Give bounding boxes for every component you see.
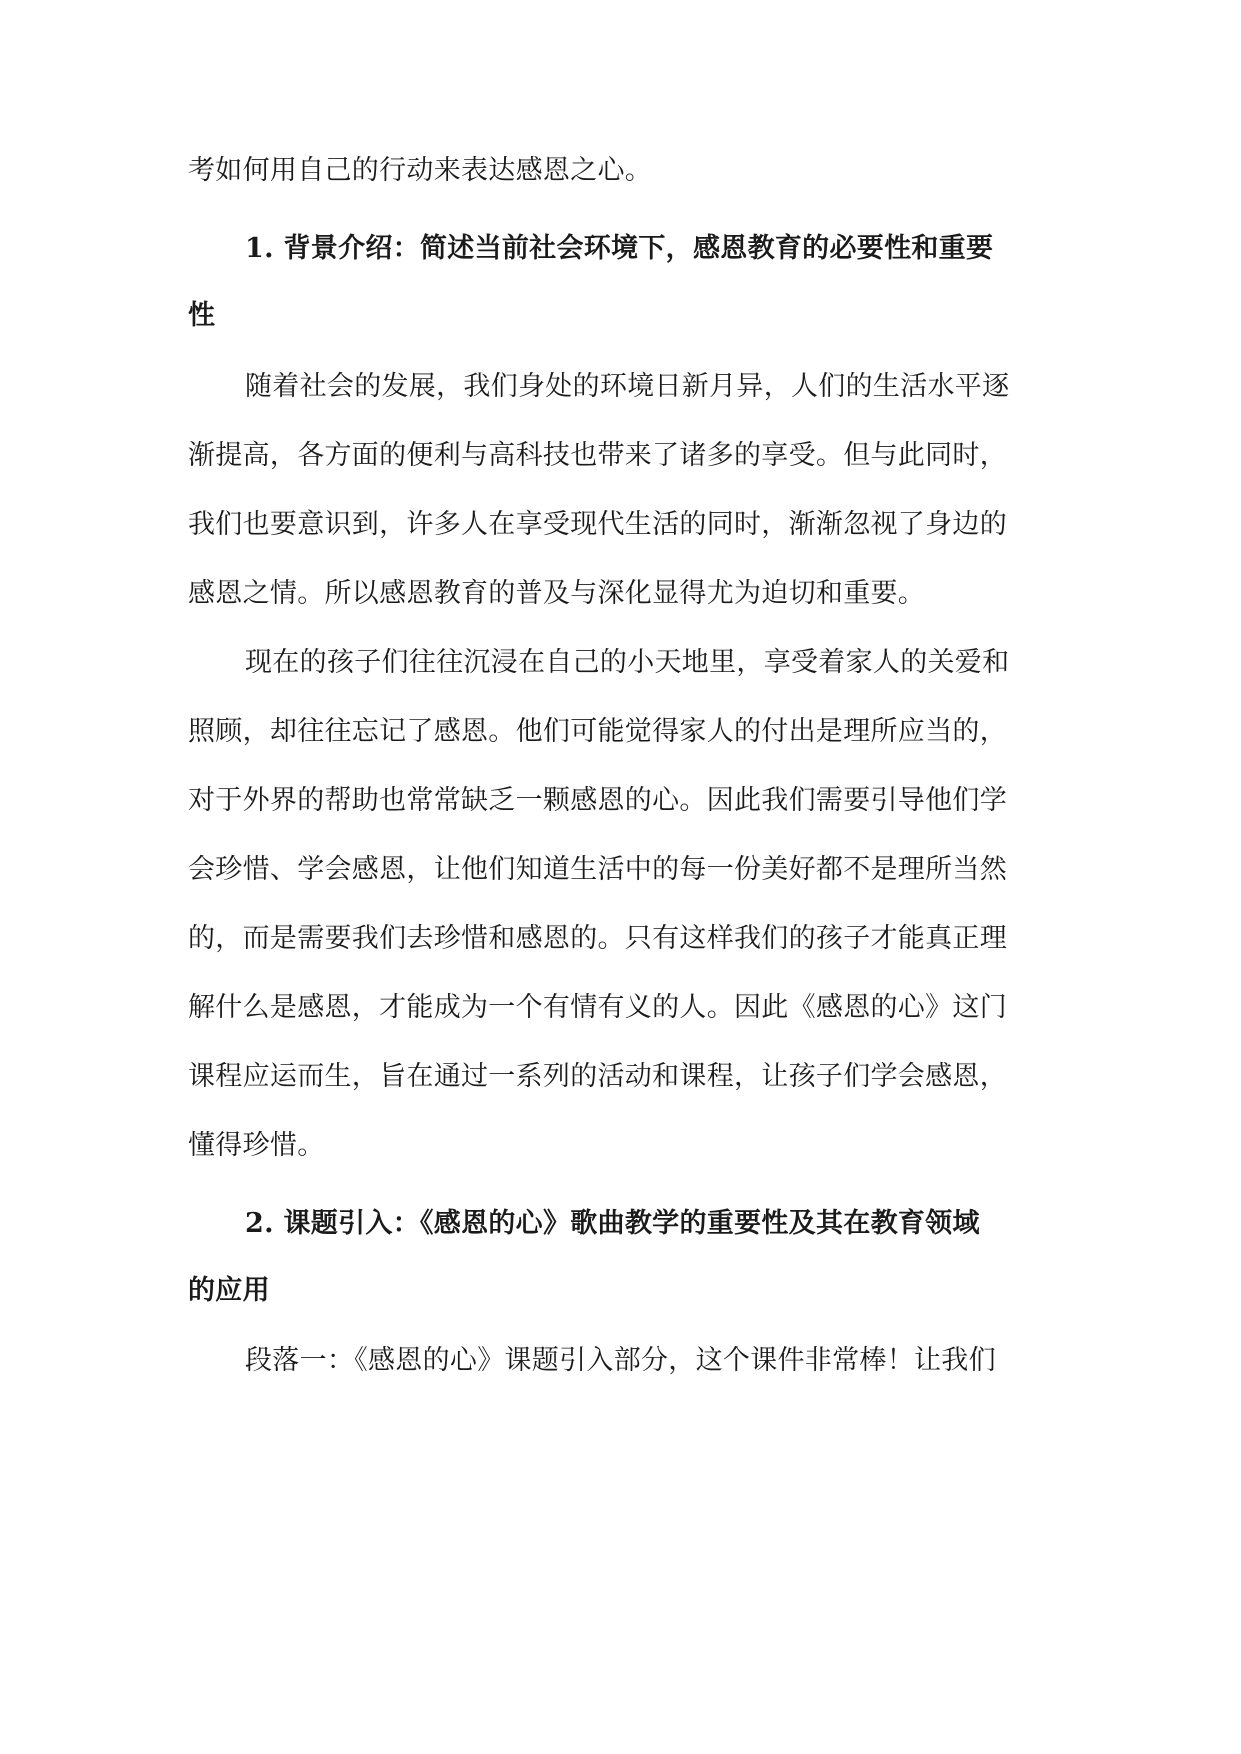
paragraph-2-line: 会珍惜、学会感恩，让他们知道生活中的每一份美好都不是理所当然 [188,854,1007,885]
paragraph-2-line: 对于外界的帮助也常常缺乏一颗感恩的心。因此我们需要引导他们学 [188,785,1007,816]
paragraph-1-line: 我们也要意识到，许多人在享受现代生活的同时，渐渐忽视了身边的 [188,509,1007,540]
paragraph-2-line: 照顾，却往往忘记了感恩。他们可能觉得家人的付出是理所应当的， [188,716,1007,747]
paragraph-2-line: 懂得珍惜。 [188,1130,325,1161]
paragraph-continuation-line: 考如何用自己的行动来表达感恩之心。 [188,155,653,186]
paragraph-1-line: 渐提高，各方面的便利与高科技也带来了诸多的享受。但与此同时， [188,440,1007,471]
paragraph-1-line: 感恩之情。所以感恩教育的普及与深化显得尤为迫切和重要。 [188,578,926,609]
section-heading-2-continuation: 的应用 [188,1275,270,1306]
section-heading-2: 2. 课题引入：《感恩的心》歌曲教学的重要性及其在教育领域 [245,1208,980,1239]
section-heading-1-continuation: 性 [188,300,216,331]
paragraph-3-line: 段落一：《感恩的心》课题引入部分，这个课件非常棒！让我们 [245,1345,996,1376]
paragraph-2-line: 的，而是需要我们去珍惜和感恩的。只有这样我们的孩子才能真正理 [188,923,1007,954]
paragraph-2-line: 解什么是感恩，才能成为一个有情有义的人。因此《感恩的心》这门 [188,992,1007,1023]
paragraph-1-line: 随着社会的发展，我们身处的环境日新月异，人们的生活水平逐 [245,371,1010,402]
paragraph-2-line: 现在的孩子们往往沉浸在自己的小天地里，享受着家人的关爱和 [245,647,1010,678]
section-heading-1: 1. 背景介绍：简述当前社会环境下，感恩教育的必要性和重要 [245,233,994,264]
paragraph-2-line: 课程应运而生，旨在通过一系列的活动和课程，让孩子们学会感恩， [188,1061,1007,1092]
